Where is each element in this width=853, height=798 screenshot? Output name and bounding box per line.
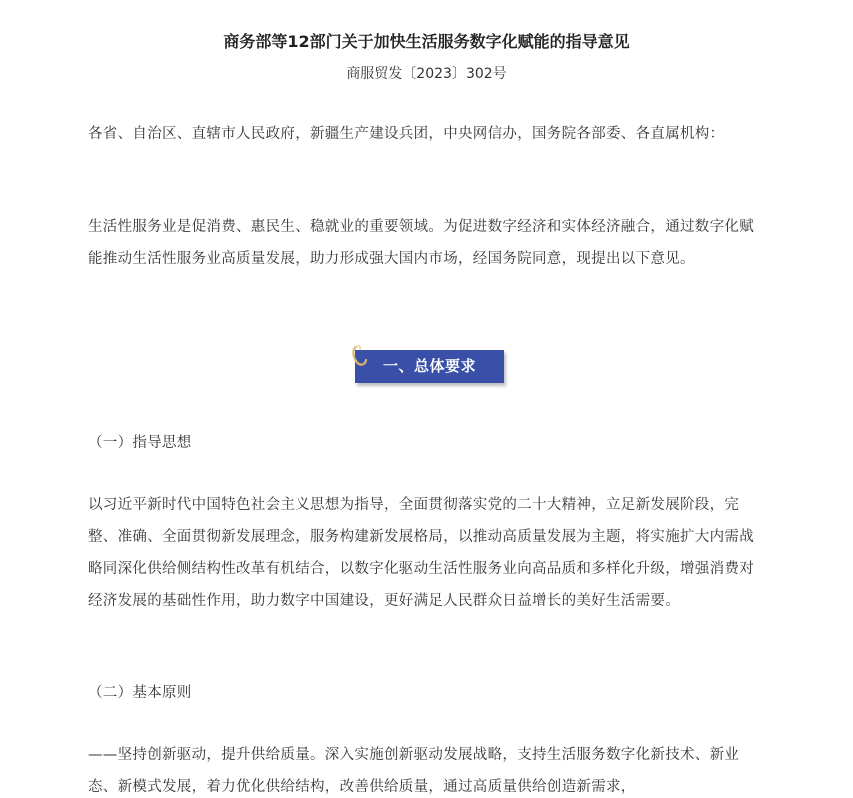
- basic-principles-paragraph: ——坚持创新驱动，提升供给质量。深入实施创新驱动发展战略，支持生活服务数字化新技术、新业态、新模式发展，着力优化供给结构，改善供给质量，通过高质量供给创造新需求，: [88, 747, 740, 795]
- section-banner-label: 一、总体要求: [382, 357, 476, 375]
- section-banner: [355, 350, 504, 383]
- subsection-heading-guiding-ideology: （一）指导思想: [88, 435, 192, 451]
- document-number: 商服贸发〔2023〕302号: [346, 66, 507, 82]
- subsection-heading-basic-principles: （二）基本原则: [88, 685, 192, 701]
- addressee-paragraph: 各省、自治区、直辖市人民政府，新疆生产建设兵团，中央网信办，国务院各部委、各直属机构：: [88, 126, 725, 142]
- hook-icon: [349, 344, 371, 374]
- intro-paragraph: 生活性服务业是促消费、惠民生、稳就业的重要领域。为促进数字经济和实体经济融合，通过数字化赋能推动生活性服务业高质量发展，助力形成强大国内市场，经国务院同意，现提出以下意见。: [88, 219, 754, 267]
- document-title: 商务部等12部门关于加快生活服务数字化赋能的指导意见: [223, 32, 630, 51]
- guiding-ideology-paragraph: 以习近平新时代中国特色社会主义思想为指导，全面贯彻落实党的二十大精神，立足新发展阶段，完整、准确、全面贯彻新发展理念，服务构建新发展格局，以推动高质量发展为主题，将实施扩大内需战略同深化供给侧结构性改革有机结合，以数字化驱动生活性服务业向高品质和多样化升级，增强消费对经济发展的基础性作用，助力数字中国建设，更好满足人民群众日益增长的美好生活需要。: [88, 497, 754, 609]
